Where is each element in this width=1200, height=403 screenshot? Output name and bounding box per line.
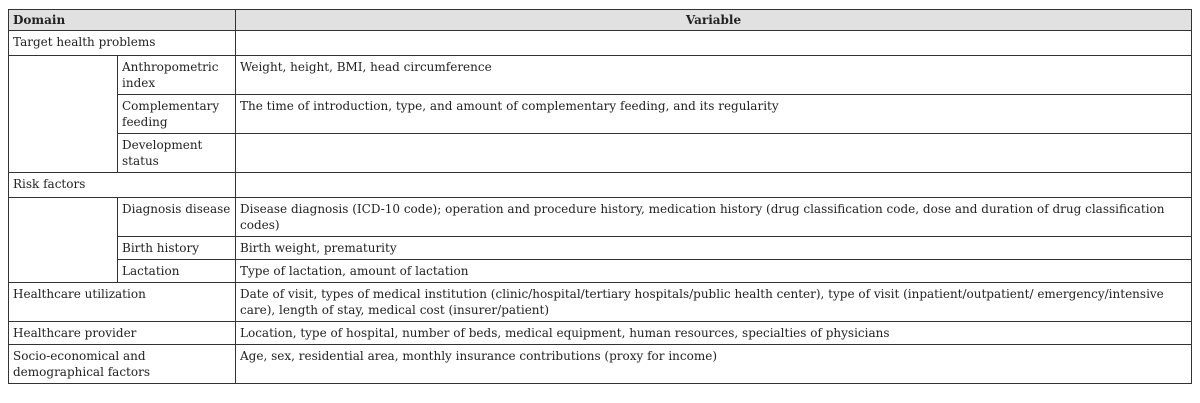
variables-table	[8, 9, 1192, 384]
variable-cell: Type of lactation, amount of lactation	[236, 260, 1192, 283]
variable-cell: Birth weight, prematurity	[236, 237, 1192, 260]
variable-cell: Disease diagnosis (ICD-10 code); operation and procedure history, medication history (drug classification code, dose and duration of drug classification codes)	[236, 198, 1192, 237]
variable-cell: Location, type of hospital, number of beds, medical equipment, human resources, specialties of physicians	[236, 322, 1192, 345]
subrow-lactation	[9, 260, 1192, 283]
subdomain-cell: Birth history	[118, 237, 236, 260]
header-row	[9, 10, 1192, 31]
subrow-complementary-feeding	[9, 95, 1192, 134]
row-healthcare-utilization	[9, 283, 1192, 322]
domain-cell: Socio-economical and demographical factors	[9, 345, 236, 384]
subrow-diagnosis-disease	[9, 198, 1192, 237]
domain-cell: Target health problems	[9, 31, 236, 56]
subrow-development-status	[9, 134, 1192, 173]
row-socio-economical-factors	[9, 345, 1192, 384]
domain-cell: Risk factors	[9, 173, 236, 198]
variable-cell	[236, 173, 1192, 198]
indent-cell	[9, 56, 118, 173]
variable-cell	[236, 31, 1192, 56]
subrow-birth-history	[9, 237, 1192, 260]
subdomain-cell: Complementary feeding	[118, 95, 236, 134]
header-domain: Domain	[9, 10, 236, 31]
variable-cell: Age, sex, residential area, monthly insurance contributions (proxy for income)	[236, 345, 1192, 384]
subrow-anthropometric-index	[9, 56, 1192, 95]
domain-cell: Healthcare utilization	[9, 283, 236, 322]
row-healthcare-provider	[9, 322, 1192, 345]
subdomain-cell: Lactation	[118, 260, 236, 283]
subdomain-cell: Development status	[118, 134, 236, 173]
subdomain-cell: Diagnosis disease	[118, 198, 236, 237]
domain-cell: Healthcare provider	[9, 322, 236, 345]
variable-cell	[236, 134, 1192, 173]
variable-cell: Weight, height, BMI, head circumference	[236, 56, 1192, 95]
variable-cell: Date of visit, types of medical institution (clinic/hospital/tertiary hospitals/public health center), type of visit (inpatient/outpatient/ emergency/intensive care), length of stay, medical cost (insurer/patient)	[236, 283, 1192, 322]
variable-cell: The time of introduction, type, and amount of complementary feeding, and its regularity	[236, 95, 1192, 134]
indent-cell	[9, 198, 118, 283]
section-row-risk-factors	[9, 173, 1192, 198]
header-variable: Variable	[236, 10, 1192, 31]
subdomain-cell: Anthropometric index	[118, 56, 236, 95]
section-row-target-health-problems	[9, 31, 1192, 56]
